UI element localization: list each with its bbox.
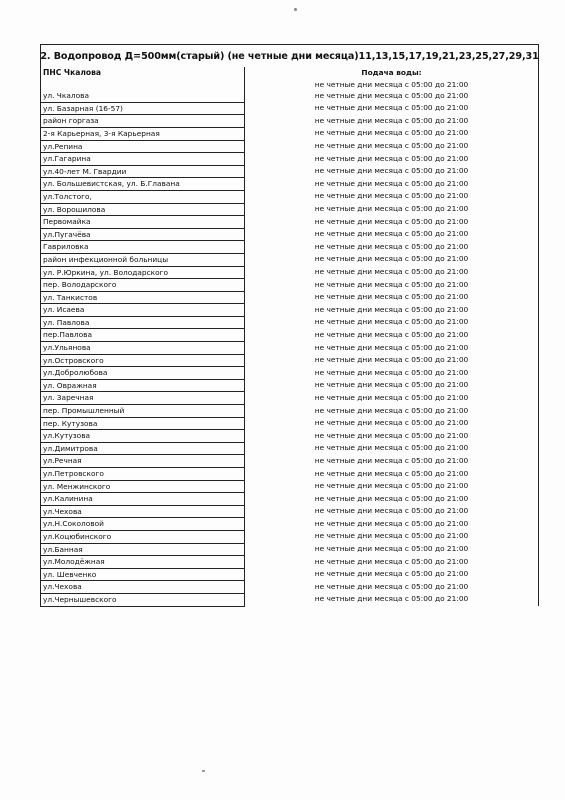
schedule-text: не четные дни месяца с 05:00 до 21:00 <box>245 379 539 392</box>
schedule-text: не четные дни месяца с 05:00 до 21:00 <box>245 530 539 543</box>
schedule-text: не четные дни месяца с 05:00 до 21:00 <box>245 304 539 317</box>
schedule-text: не четные дни месяца с 05:00 до 21:00 <box>245 417 539 430</box>
schedule-text: не четные дни месяца с 05:00 до 21:00 <box>245 178 539 191</box>
street-name: ул.Гагарина <box>41 153 245 166</box>
table-row <box>41 367 539 380</box>
schedule-text: не четные дни месяца с 05:00 до 21:00 <box>245 190 539 203</box>
table-row <box>41 417 539 430</box>
street-name: ул.Молодёжная <box>41 556 245 569</box>
table-row <box>41 178 539 191</box>
table-row <box>41 127 539 140</box>
schedule-text: не четные дни месяца с 05:00 до 21:00 <box>245 367 539 380</box>
schedule-text: не четные дни месяца с 05:00 до 21:00 <box>245 568 539 581</box>
scan-speck <box>202 770 205 772</box>
street-name: ул. Овражная <box>41 379 245 392</box>
street-name: ул. Базарная (16-57) <box>41 102 245 115</box>
schedule-text: не четные дни месяца с 05:00 до 21:00 <box>245 480 539 493</box>
table-row <box>41 228 539 241</box>
schedule-text: не четные дни месяца с 05:00 до 21:00 <box>245 593 539 606</box>
table-row <box>41 493 539 506</box>
schedule-text: не четные дни месяца с 05:00 до 21:00 <box>245 228 539 241</box>
schedule-text: не четные дни месяца с 05:00 до 21:00 <box>245 581 539 594</box>
table-row <box>41 442 539 455</box>
street-name: ул. Шевченко <box>41 568 245 581</box>
schedule-text: не четные дни месяца с 05:00 до 21:00 <box>245 342 539 355</box>
table-row <box>41 241 539 254</box>
table-row <box>41 153 539 166</box>
schedule-text: не четные дни месяца с 05:00 до 21:00 <box>245 468 539 481</box>
header-schedule-text: не четные дни месяца с 05:00 до 21:00 <box>314 79 469 89</box>
table-row <box>41 581 539 594</box>
schedule-text: не четные дни месяца с 05:00 до 21:00 <box>245 90 539 102</box>
table-row <box>41 90 539 102</box>
street-name: ул.Толстого, <box>41 190 245 203</box>
street-name: пер.Павлова <box>41 329 245 342</box>
table-row <box>41 329 539 342</box>
street-name: ул.40-лет М. Гвардии <box>41 165 245 178</box>
street-name: ул.Чехова <box>41 581 245 594</box>
table-row <box>41 203 539 216</box>
table-row <box>41 190 539 203</box>
street-name: ул. Чкалова <box>41 90 245 102</box>
street-name: ул.Репина <box>41 140 245 153</box>
street-name: ул. Исаева <box>41 304 245 317</box>
schedule-sheet <box>40 44 539 607</box>
schedule-text: не четные дни месяца с 05:00 до 21:00 <box>245 543 539 556</box>
table-row <box>41 140 539 153</box>
schedule-text: не четные дни месяца с 05:00 до 21:00 <box>245 102 539 115</box>
table-row <box>41 102 539 115</box>
table-row <box>41 354 539 367</box>
schedule-text: не четные дни месяца с 05:00 до 21:00 <box>245 153 539 166</box>
supply-header-cell <box>245 67 539 90</box>
street-name: ул.Ульянова <box>41 342 245 355</box>
schedule-text: не четные дни месяца с 05:00 до 21:00 <box>245 455 539 468</box>
street-name: пер. Володарского <box>41 279 245 292</box>
street-name: ул.Н.Соколовой <box>41 518 245 531</box>
table-row <box>41 543 539 556</box>
schedule-table <box>40 67 539 607</box>
table-row <box>41 342 539 355</box>
schedule-text: не четные дни месяца с 05:00 до 21:00 <box>245 430 539 443</box>
schedule-text: не четные дни месяца с 05:00 до 21:00 <box>245 354 539 367</box>
street-name: ул. Менжинского <box>41 480 245 493</box>
street-name: Гавриловка <box>41 241 245 254</box>
table-row <box>41 430 539 443</box>
supply-header: Подача воды: <box>361 68 422 77</box>
station-name: ПНС Чкалова <box>43 68 102 77</box>
street-name: ул.Чехова <box>41 505 245 518</box>
table-row <box>41 304 539 317</box>
table-row <box>41 480 539 493</box>
street-name: Первомайка <box>41 216 245 229</box>
schedule-text: не четные дни месяца с 05:00 до 21:00 <box>245 493 539 506</box>
street-name: ул.Пугачёва <box>41 228 245 241</box>
table-row <box>41 530 539 543</box>
street-name: ул.Банная <box>41 543 245 556</box>
table-row <box>41 455 539 468</box>
schedule-text: не четные дни месяца с 05:00 до 21:00 <box>245 279 539 292</box>
schedule-text: не четные дни месяца с 05:00 до 21:00 <box>245 291 539 304</box>
street-name: ул. Большевистская, ул. Б.Главана <box>41 178 245 191</box>
table-row <box>41 392 539 405</box>
street-name: ул.Димитрова <box>41 442 245 455</box>
schedule-text: не четные дни месяца с 05:00 до 21:00 <box>245 442 539 455</box>
street-name: ул. Танкистов <box>41 291 245 304</box>
street-name: ул. Ворошилова <box>41 203 245 216</box>
schedule-text: не четные дни месяца с 05:00 до 21:00 <box>245 329 539 342</box>
schedule-text: не четные дни месяца с 05:00 до 21:00 <box>245 127 539 140</box>
street-name: район инфекционной больницы <box>41 253 245 266</box>
street-name: ул. Р.Юркина, ул. Володарского <box>41 266 245 279</box>
street-name: пер. Промышленный <box>41 405 245 418</box>
schedule-text: не четные дни месяца с 05:00 до 21:00 <box>245 266 539 279</box>
street-name: ул.Добролюбова <box>41 367 245 380</box>
street-name: пер. Кутузова <box>41 417 245 430</box>
schedule-text: не четные дни месяца с 05:00 до 21:00 <box>245 203 539 216</box>
schedule-text: не четные дни месяца с 05:00 до 21:00 <box>245 405 539 418</box>
schedule-text: не четные дни месяца с 05:00 до 21:00 <box>245 115 539 128</box>
schedule-text: не четные дни месяца с 05:00 до 21:00 <box>245 518 539 531</box>
table-row <box>41 266 539 279</box>
table-header-row <box>41 67 539 90</box>
table-row <box>41 291 539 304</box>
street-name: ул.Петровского <box>41 468 245 481</box>
station-cell <box>41 67 245 90</box>
table-row <box>41 115 539 128</box>
street-name: ул.Речная <box>41 455 245 468</box>
street-name: ул.Калинина <box>41 493 245 506</box>
street-name: ул.Островского <box>41 354 245 367</box>
table-row <box>41 279 539 292</box>
scan-speck <box>294 8 297 11</box>
table-row <box>41 379 539 392</box>
table-row <box>41 518 539 531</box>
street-name: ул. Заречная <box>41 392 245 405</box>
schedule-text: не четные дни месяца с 05:00 до 21:00 <box>245 253 539 266</box>
table-row <box>41 505 539 518</box>
table-row <box>41 568 539 581</box>
street-name: ул.Кутузова <box>41 430 245 443</box>
schedule-text: не четные дни месяца с 05:00 до 21:00 <box>245 316 539 329</box>
table-row <box>41 216 539 229</box>
schedule-text: не четные дни месяца с 05:00 до 21:00 <box>245 556 539 569</box>
table-row <box>41 253 539 266</box>
table-row <box>41 316 539 329</box>
table-row <box>41 556 539 569</box>
schedule-text: не четные дни месяца с 05:00 до 21:00 <box>245 392 539 405</box>
street-name: ул.Чернышевского <box>41 593 245 606</box>
schedule-text: не четные дни месяца с 05:00 до 21:00 <box>245 140 539 153</box>
schedule-text: не четные дни месяца с 05:00 до 21:00 <box>245 505 539 518</box>
table-row <box>41 405 539 418</box>
table-row <box>41 165 539 178</box>
schedule-text: не четные дни месяца с 05:00 до 21:00 <box>245 241 539 254</box>
schedule-text: не четные дни месяца с 05:00 до 21:00 <box>245 216 539 229</box>
page-title: 2. Водопровод Д=500мм(старый) (не четные дни месяца)11,13,15,17,19,21,23,25,27,29,31 <box>40 44 539 67</box>
table-row <box>41 593 539 606</box>
street-name: 2-я Карьерная, 3-я Карьерная <box>41 127 245 140</box>
street-name: ул. Павлова <box>41 316 245 329</box>
street-name: район горгаза <box>41 115 245 128</box>
table-row <box>41 468 539 481</box>
street-name: ул.Коцюбинского <box>41 530 245 543</box>
schedule-text: не четные дни месяца с 05:00 до 21:00 <box>245 165 539 178</box>
